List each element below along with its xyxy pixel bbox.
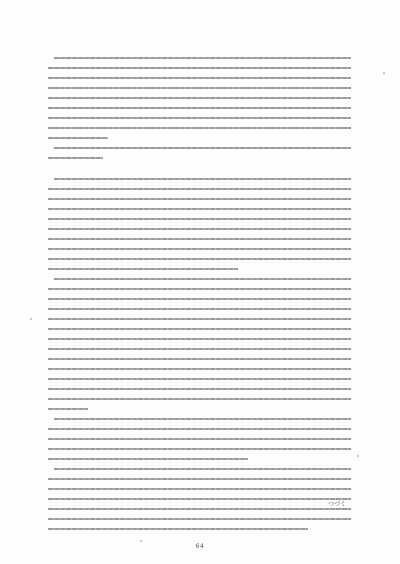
scan-speck [383,72,385,74]
text-line [54,468,351,470]
text-line [54,147,351,149]
text-line [48,448,351,450]
text-line [48,137,108,139]
text-line [54,278,351,280]
text-line [48,208,351,210]
text-line [48,87,351,89]
text-line [48,428,351,430]
text-line [48,398,351,400]
text-line [48,318,351,320]
text-line [48,67,351,69]
text-line [48,338,351,340]
text-line [48,198,351,200]
text-line [48,268,238,270]
text-line [48,508,351,510]
text-line [54,178,351,180]
text-line [48,298,351,300]
text-line [48,518,351,520]
scan-speck [140,540,142,542]
text-line [48,488,351,490]
text-line [48,258,351,260]
text-line [48,218,351,220]
scan-speck [95,388,97,390]
text-line [48,97,351,99]
text-line [48,238,351,240]
text-line [48,248,351,250]
text-line [48,388,351,390]
text-line [48,358,351,360]
page-number: 64 [195,543,205,550]
text-line [54,57,351,59]
text-line [48,107,351,109]
text-line [48,498,351,500]
text-line [48,288,351,290]
text-line [48,188,351,190]
continued-label: つづく [328,501,347,508]
text-line [48,458,248,460]
scan-speck [30,318,32,320]
text-line [48,308,351,310]
text-line [48,348,351,350]
text-line [54,418,351,420]
text-line [48,127,351,129]
text-line [48,77,351,79]
text-line [48,157,103,159]
text-line [48,528,308,530]
text-line [48,378,351,380]
text-line [48,368,351,370]
text-line [48,328,351,330]
text-line [48,117,351,119]
text-line [48,408,88,410]
text-line [48,478,351,480]
scan-speck [357,455,359,457]
text-line [48,438,351,440]
text-line [48,228,351,230]
